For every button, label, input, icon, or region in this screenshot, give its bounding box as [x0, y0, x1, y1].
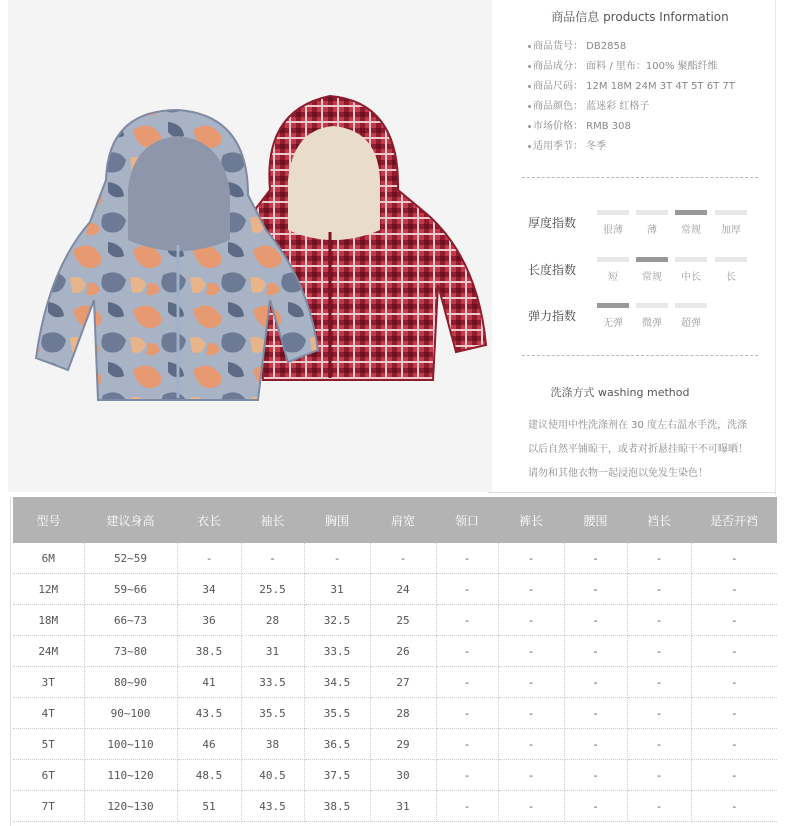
- table-cell: 29: [370, 729, 436, 760]
- index-bar: [597, 257, 629, 262]
- table-cell: -: [691, 729, 777, 760]
- index-bar: [675, 257, 707, 262]
- table-cell: 6T: [13, 760, 84, 791]
- table-cell: 24: [370, 574, 436, 605]
- table-cell: -: [241, 543, 304, 574]
- table-row: [13, 605, 777, 636]
- thickness-option-selected: 常规: [675, 210, 707, 236]
- divider: [522, 177, 758, 178]
- table-cell: -: [564, 543, 627, 574]
- size-chart-table: [13, 497, 777, 822]
- index-bar: [597, 210, 629, 215]
- length-option: 中长: [675, 257, 707, 283]
- index-bar: [636, 303, 668, 308]
- table-cell: -: [691, 667, 777, 698]
- table-cell: 35.5: [241, 698, 304, 729]
- table-cell: -: [691, 574, 777, 605]
- table-cell: 36.5: [304, 729, 370, 760]
- table-cell: 18M: [13, 605, 84, 636]
- product-info-title: 商品信息 products Information: [551, 10, 729, 24]
- column-header: 胸围: [304, 497, 370, 543]
- index-bar: [715, 210, 747, 215]
- bullet-icon: [528, 145, 531, 148]
- product-info-list: [528, 40, 735, 160]
- table-header-row: [13, 497, 777, 543]
- column-header: 是否开裆: [691, 497, 777, 543]
- table-cell: -: [498, 574, 564, 605]
- table-cell: 27: [370, 667, 436, 698]
- info-item: 商品成分： 面料 / 里布：100% 聚酯纤维: [528, 60, 735, 80]
- info-item: 商品颜色： 蓝迷彩 红格子: [528, 100, 735, 120]
- table-cell: -: [498, 543, 564, 574]
- table-cell: 46: [177, 729, 241, 760]
- table-cell: 52~59: [84, 543, 177, 574]
- table-row: [13, 543, 777, 574]
- table-cell: -: [627, 574, 691, 605]
- table-cell: 40.5: [241, 760, 304, 791]
- table-cell: -: [498, 791, 564, 822]
- table-cell: 43.5: [241, 791, 304, 822]
- table-cell: -: [564, 698, 627, 729]
- bullet-icon: [528, 105, 531, 108]
- column-header: 裆长: [627, 497, 691, 543]
- table-cell: 30: [370, 760, 436, 791]
- table-cell: 34.5: [304, 667, 370, 698]
- table-cell: 35.5: [304, 698, 370, 729]
- table-cell: 12M: [13, 574, 84, 605]
- table-cell: -: [498, 698, 564, 729]
- table-cell: -: [498, 605, 564, 636]
- table-cell: -: [498, 636, 564, 667]
- table-cell: 51: [177, 791, 241, 822]
- table-cell: -: [304, 543, 370, 574]
- table-cell: -: [691, 636, 777, 667]
- table-cell: -: [436, 543, 498, 574]
- table-cell: 34: [177, 574, 241, 605]
- info-item: 商品货号： DB2858: [528, 40, 735, 60]
- table-cell: -: [564, 729, 627, 760]
- length-option: 短: [597, 257, 629, 283]
- table-cell: -: [691, 760, 777, 791]
- table-cell: -: [627, 791, 691, 822]
- table-row: [13, 729, 777, 760]
- thickness-option: 薄: [636, 210, 668, 236]
- table-cell: -: [436, 760, 498, 791]
- bullet-icon: [528, 85, 531, 88]
- elasticity-option: 超弹: [675, 303, 707, 329]
- table-cell: 6M: [13, 543, 84, 574]
- table-cell: -: [498, 760, 564, 791]
- table-cell: -: [691, 543, 777, 574]
- table-cell: 100~110: [84, 729, 177, 760]
- table-cell: -: [627, 667, 691, 698]
- table-row: [13, 760, 777, 791]
- table-cell: 3T: [13, 667, 84, 698]
- table-cell: -: [691, 698, 777, 729]
- table-cell: 48.5: [177, 760, 241, 791]
- index-bar: [675, 303, 707, 308]
- table-row: [13, 667, 777, 698]
- table-cell: 36: [177, 605, 241, 636]
- table-row: [13, 791, 777, 822]
- index-bar: [636, 257, 668, 262]
- table-cell: -: [627, 605, 691, 636]
- table-cell: 25.5: [241, 574, 304, 605]
- length-index-label: 长度指数: [528, 263, 577, 277]
- table-cell: -: [627, 698, 691, 729]
- table-cell: 38.5: [304, 791, 370, 822]
- table-row: [13, 574, 777, 605]
- table-cell: -: [436, 667, 498, 698]
- divider: [488, 492, 776, 493]
- table-cell: 28: [241, 605, 304, 636]
- index-bar: [715, 257, 747, 262]
- table-row: [13, 698, 777, 729]
- table-cell: -: [564, 574, 627, 605]
- bullet-icon: [528, 125, 531, 128]
- index-bar: [636, 210, 668, 215]
- column-header: 肩宽: [370, 497, 436, 543]
- table-cell: 110~120: [84, 760, 177, 791]
- table-cell: 26: [370, 636, 436, 667]
- table-cell: -: [177, 543, 241, 574]
- table-cell: -: [498, 667, 564, 698]
- table-cell: -: [436, 636, 498, 667]
- washing-line: 建议使用中性洗涤剂在 30 度左右温水手洗，洗涤: [528, 420, 748, 431]
- table-cell: -: [436, 698, 498, 729]
- info-item: 适用季节： 冬季: [528, 140, 735, 160]
- elasticity-option: 微弹: [636, 303, 668, 329]
- thickness-option: 加厚: [715, 210, 747, 236]
- table-cell: -: [564, 636, 627, 667]
- table-cell: 80~90: [84, 667, 177, 698]
- table-cell: 31: [304, 574, 370, 605]
- table-cell: -: [436, 605, 498, 636]
- table-cell: 5T: [13, 729, 84, 760]
- bullet-icon: [528, 65, 531, 68]
- table-cell: 28: [370, 698, 436, 729]
- product-photo: [8, 0, 492, 492]
- column-header: 建议身高: [84, 497, 177, 543]
- table-cell: 4T: [13, 698, 84, 729]
- thickness-index-label: 厚度指数: [528, 216, 577, 230]
- length-option-selected: 常规: [636, 257, 668, 283]
- table-cell: -: [436, 574, 498, 605]
- table-cell: -: [498, 729, 564, 760]
- washing-instructions: [528, 414, 768, 486]
- table-cell: 59~66: [84, 574, 177, 605]
- column-header: 衣长: [177, 497, 241, 543]
- thickness-option: 很薄: [597, 210, 629, 236]
- elasticity-index-label: 弹力指数: [528, 309, 577, 323]
- table-cell: 43.5: [177, 698, 241, 729]
- table-cell: 73~80: [84, 636, 177, 667]
- table-cell: 120~130: [84, 791, 177, 822]
- table-cell: -: [436, 791, 498, 822]
- divider: [522, 355, 758, 356]
- table-cell: 38: [241, 729, 304, 760]
- elasticity-option-selected: 无弹: [597, 303, 629, 329]
- washing-line: 请勿和其他衣物一起浸泡以免发生染色！: [528, 468, 708, 479]
- table-cell: -: [564, 667, 627, 698]
- table-cell: -: [436, 729, 498, 760]
- table-cell: -: [564, 760, 627, 791]
- table-cell: -: [627, 636, 691, 667]
- info-item: 商品尺码： 12M 18M 24M 3T 4T 5T 6T 7T: [528, 80, 735, 100]
- table-cell: -: [564, 791, 627, 822]
- table-row: [13, 636, 777, 667]
- column-header: 领口: [436, 497, 498, 543]
- table-cell: -: [627, 543, 691, 574]
- table-cell: -: [691, 791, 777, 822]
- table-cell: 66~73: [84, 605, 177, 636]
- table-cell: 37.5: [304, 760, 370, 791]
- table-cell: 25: [370, 605, 436, 636]
- table-cell: -: [627, 729, 691, 760]
- table-cell: 33.5: [304, 636, 370, 667]
- size-table-body: [13, 543, 777, 822]
- column-header: 型号: [13, 497, 84, 543]
- column-header: 裤长: [498, 497, 564, 543]
- table-cell: -: [370, 543, 436, 574]
- table-cell: 90~100: [84, 698, 177, 729]
- bullet-icon: [528, 45, 531, 48]
- table-cell: 7T: [13, 791, 84, 822]
- table-cell: 38.5: [177, 636, 241, 667]
- washing-line: 以后自然平铺晾干，或者对折悬挂晾干不可曝晒！: [528, 444, 748, 455]
- divider: [10, 497, 11, 826]
- table-cell: -: [564, 605, 627, 636]
- washing-method-title: 洗涤方式 washing method: [550, 386, 690, 399]
- table-cell: 32.5: [304, 605, 370, 636]
- table-cell: 24M: [13, 636, 84, 667]
- index-bar: [597, 303, 629, 308]
- table-cell: -: [627, 760, 691, 791]
- table-cell: 31: [370, 791, 436, 822]
- info-item: 市场价格： RMB 308: [528, 120, 735, 140]
- table-cell: 31: [241, 636, 304, 667]
- column-header: 腰围: [564, 497, 627, 543]
- jackets-illustration: [8, 0, 492, 492]
- table-cell: 41: [177, 667, 241, 698]
- divider: [775, 0, 776, 495]
- column-header: 袖长: [241, 497, 304, 543]
- length-option: 长: [715, 257, 747, 283]
- table-cell: 33.5: [241, 667, 304, 698]
- index-bar: [675, 210, 707, 215]
- table-cell: -: [691, 605, 777, 636]
